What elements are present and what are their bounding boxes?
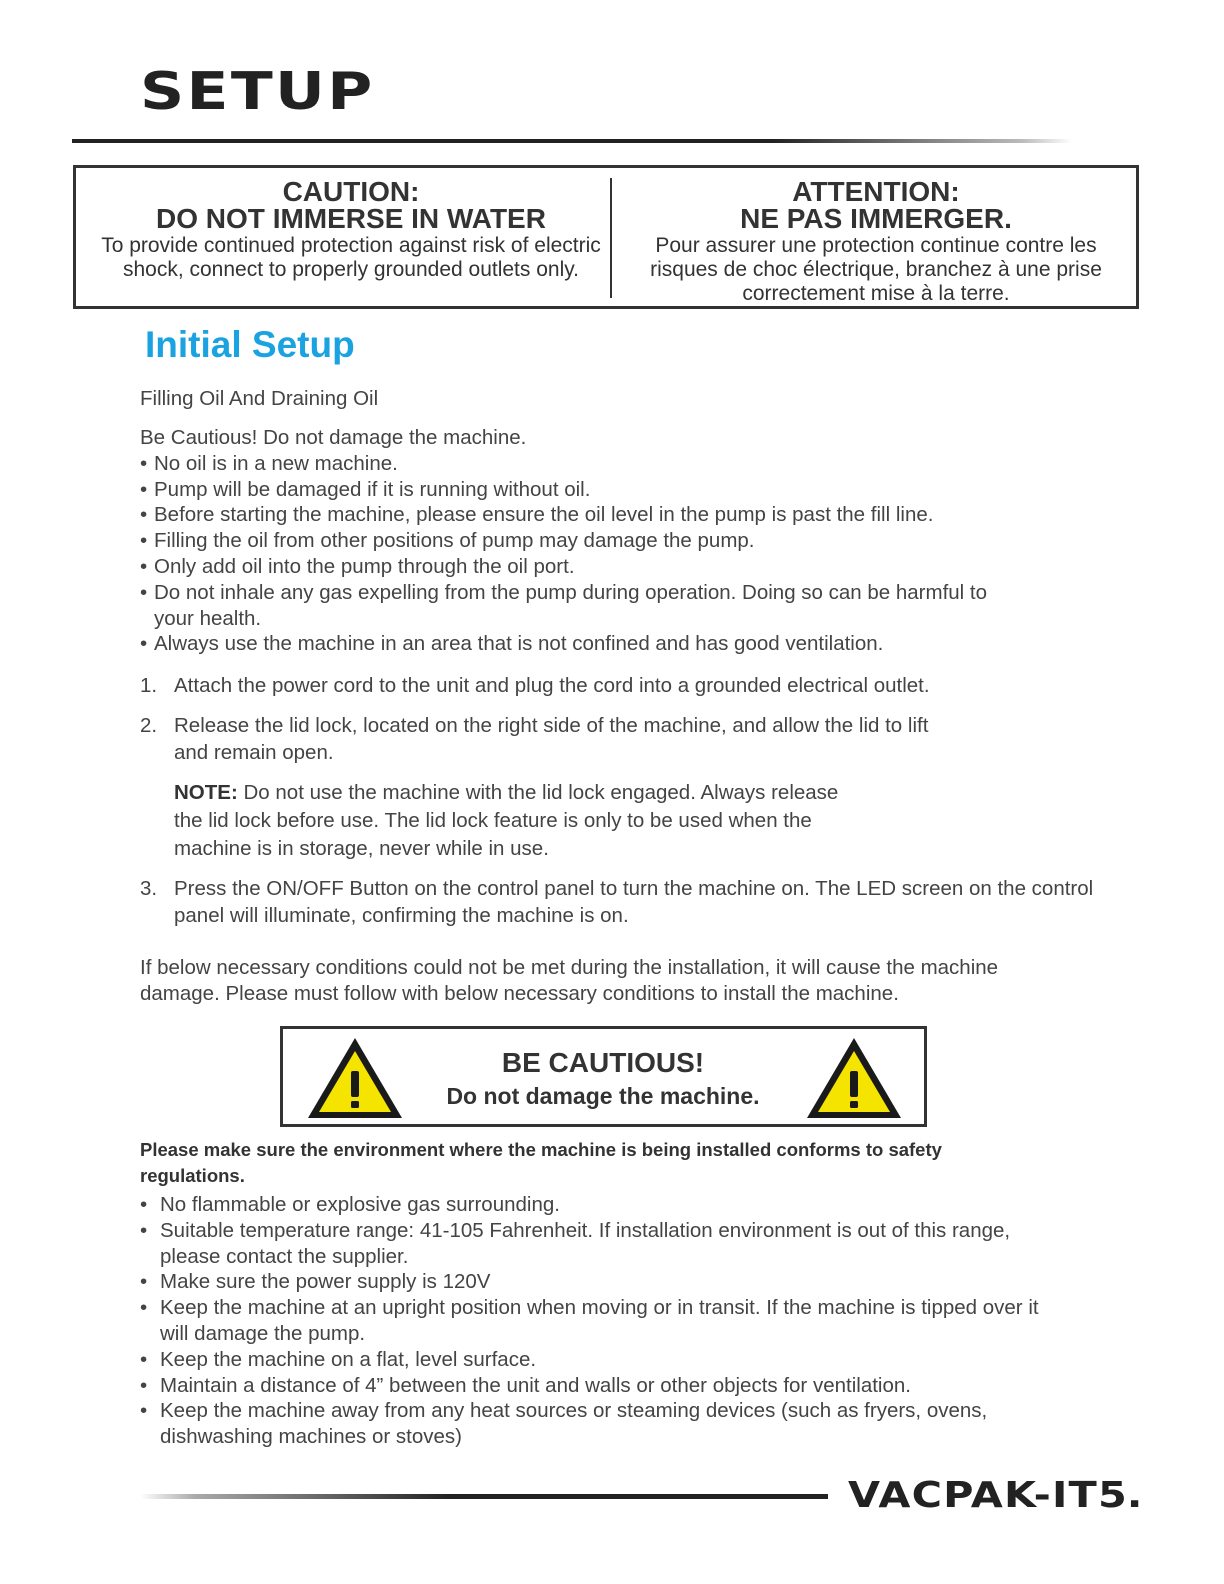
subheading: Filling Oil And Draining Oil [140, 387, 379, 410]
footer-divider [140, 1494, 828, 1499]
caution-divider [610, 178, 612, 298]
caution-text: To provide continued protection against risk of electric shock, connect to properly grounded outlets only. [101, 234, 601, 281]
list-item: • Maintain a distance of 4” between the unit and walls or other objects for ventilation. [140, 1373, 1080, 1399]
step-number: 3. [140, 876, 158, 900]
setup-steps [140, 672, 1100, 930]
attention-heading: ATTENTION: [792, 176, 960, 207]
page-title: SETUP [140, 62, 375, 122]
footer-brand: VACPAK-IT [848, 1475, 1098, 1516]
attention-text: Pour assurer une protection continue contre les risques de choc électrique, branchez à une prise correctement mise à la terre. [650, 234, 1102, 305]
note-label: NOTE: [174, 780, 238, 804]
header-divider [72, 139, 1072, 143]
note [174, 779, 864, 863]
list-item: • Do not inhale any gas expelling from the pump during operation. Doing so can be harmful to your health. [140, 580, 1014, 632]
warning-triangle-icon [804, 1035, 904, 1121]
note-text: Do not use the machine with the lid lock engaged. Always release the lid lock before use. The lid lock feature is only to be used when the machine is in storage, never while in use. [174, 780, 839, 860]
caution-intro: Be Cautious! Do not damage the machine. [140, 426, 527, 449]
oil-bullet-list [140, 451, 1100, 657]
list-item: • Pump will be damaged if it is running without oil. [140, 477, 1100, 503]
caution-english [96, 178, 606, 282]
warning-box [280, 1026, 927, 1127]
oil-caution-block [140, 425, 1100, 657]
step-text: Attach the power cord to the unit and plug the cord into a grounded electrical outlet. [174, 674, 930, 697]
attention-subheading: NE PAS IMMERGER. [740, 203, 1012, 234]
list-item: • Suitable temperature range: 41-105 Fahrenheit. If installation environment is out of this range, please contact the supplier. [140, 1218, 1060, 1270]
warning-title: BE CAUTIOUS! [501, 1047, 705, 1078]
step-3 [140, 875, 1100, 930]
section-heading: Initial Setup [145, 324, 355, 365]
conditions-text: If below necessary conditions could not be met during the installation, it will cause the machine damage. Please must follow with below necessary conditions to install the machine. [140, 956, 999, 1005]
caution-french [626, 178, 1126, 306]
warning-subtitle: Do not damage the machine. [446, 1083, 760, 1109]
list-item: • Before starting the machine, please ensure the oil level in the pump is past the fill line. [140, 502, 1100, 528]
list-item: • Keep the machine on a flat, level surface. [140, 1347, 1080, 1373]
warning-triangle-icon [305, 1035, 405, 1121]
list-item: • Only add oil into the pump through the oil port. [140, 554, 1100, 580]
page-number: 5. [1098, 1475, 1143, 1516]
environment-heading: Please make sure the environment where the machine is being installed conforms to safety regulations. [140, 1139, 942, 1186]
list-item: • Filling the oil from other positions of pump may damage the pump. [140, 528, 1100, 554]
list-item: • Keep the machine away from any heat sources or steaming devices (such as fryers, ovens, dishwashing machines or stoves) [140, 1398, 1040, 1450]
environment-list [140, 1192, 1080, 1450]
step-text: Release the lid lock, located on the right side of the machine, and allow the lid to lift and remain open. [174, 713, 929, 764]
step-2 [140, 712, 1100, 863]
step-number: 1. [140, 674, 158, 697]
caution-box [73, 165, 1139, 309]
list-item: • Always use the machine in an area that is not confined and has good ventilation. [140, 631, 1100, 657]
step-number: 2. [140, 713, 158, 737]
step-text: Press the ON/OFF Button on the control panel to turn the machine on. The LED screen on the control panel will illuminate, confirming the machine is on. [174, 876, 1094, 927]
list-item: • Keep the machine at an upright position when moving or in transit. If the machine is tipped over it will damage the pump. [140, 1295, 1060, 1347]
list-item: • Make sure the power supply is 120V [140, 1269, 1080, 1295]
list-item: • No flammable or explosive gas surrounding. [140, 1192, 1080, 1218]
environment-bullets [140, 1192, 1080, 1450]
list-item: • No oil is in a new machine. [140, 451, 1100, 477]
step-1 [140, 672, 1100, 700]
caution-heading: CAUTION: [282, 176, 420, 207]
caution-subheading: DO NOT IMMERSE IN WATER [156, 203, 546, 234]
